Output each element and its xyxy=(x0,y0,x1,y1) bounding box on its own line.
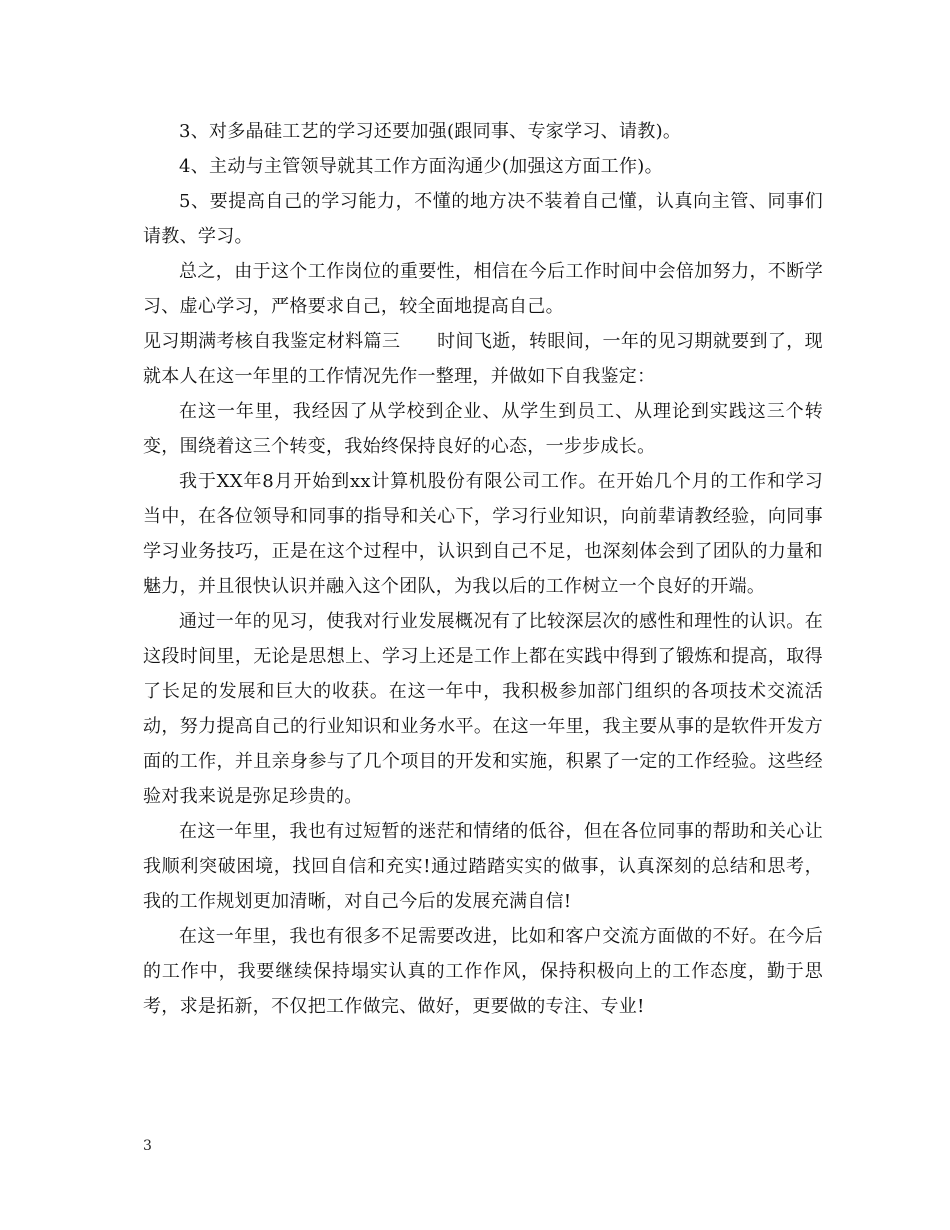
document-body xyxy=(143,114,823,1024)
body-paragraph: 我于XX年8月开始到xx计算机股份有限公司工作。在开始几个月的工作和学习当中，在各位领导和同事的指导和关心下，学习行业知识，向前辈请教经验，向同事学习业务技巧，正是在这个过程中，认识到自己不足，也深刻体会到了团队的力量和魅力，并且很快认识并融入这个团队，为我以后的工作树立一个良好的开端。 xyxy=(143,471,823,597)
body-paragraph: 在这一年里，我也有过短暂的迷茫和情绪的低谷，但在各位同事的帮助和关心让我顺利突破困境，找回自信和充实!通过踏踏实实的做事，认真深刻的总结和思考，我的工作规划更加清晰，对自己今后的发展充满自信! xyxy=(143,821,823,912)
page-number: 3 xyxy=(143,1138,152,1154)
body-paragraph: 在这一年里，我也有很多不足需要改进，比如和客户交流方面做的不好。在今后的工作中，我要继续保持塌实认真的工作作风，保持积极向上的工作态度，勤于思考，求是拓新，不仅把工作做完、做好，更要做的专注、专业! xyxy=(143,926,823,1017)
body-paragraph: 在这一年里，我经因了从学校到企业、从学生到员工、从理论到实践这三个转变，围绕着这三个转变，我始终保持良好的心态，一步步成长。 xyxy=(143,401,823,457)
list-item-4: 4、主动与主管领导就其工作方面沟通少(加强这方面工作)。 xyxy=(179,156,663,177)
body-paragraph: 通过一年的见习，使我对行业发展概况有了比较深层次的感性和理性的认识。在这段时间里，无论是思想上、学习上还是工作上都在实践中得到了锻炼和提高，取得了长足的发展和巨大的收获。在这一年中，我积极参加部门组织的各项技术交流活动，努力提高自己的行业知识和业务水平。在这一年里，我主要从事的是软件开发方面的工作，并且亲身参与了几个项目的开发和实施，积累了一定的工作经验。这些经验对我来说是弥足珍贵的。 xyxy=(143,611,823,807)
summary-paragraph: 总之，由于这个工作岗位的重要性，相信在今后工作时间中会倍加努力，不断学习、虚心学习，严格要求自己，较全面地提高自己。 xyxy=(143,261,823,317)
list-item-3: 3、对多晶硅工艺的学习还要加强(跟同事、专家学习、请教)。 xyxy=(179,121,682,142)
section-three-intro-paragraph: 见习期满考核自我鉴定材料篇三 时间飞逝，转眼间，一年的见习期就要到了，现就本人在这一年里的工作情况先作一整理，并做如下自我鉴定： xyxy=(143,331,823,387)
list-item-5: 5、要提高自己的学习能力，不懂的地方决不装着自己懂，认真向主管、同事们请教、学习。 xyxy=(143,191,823,247)
